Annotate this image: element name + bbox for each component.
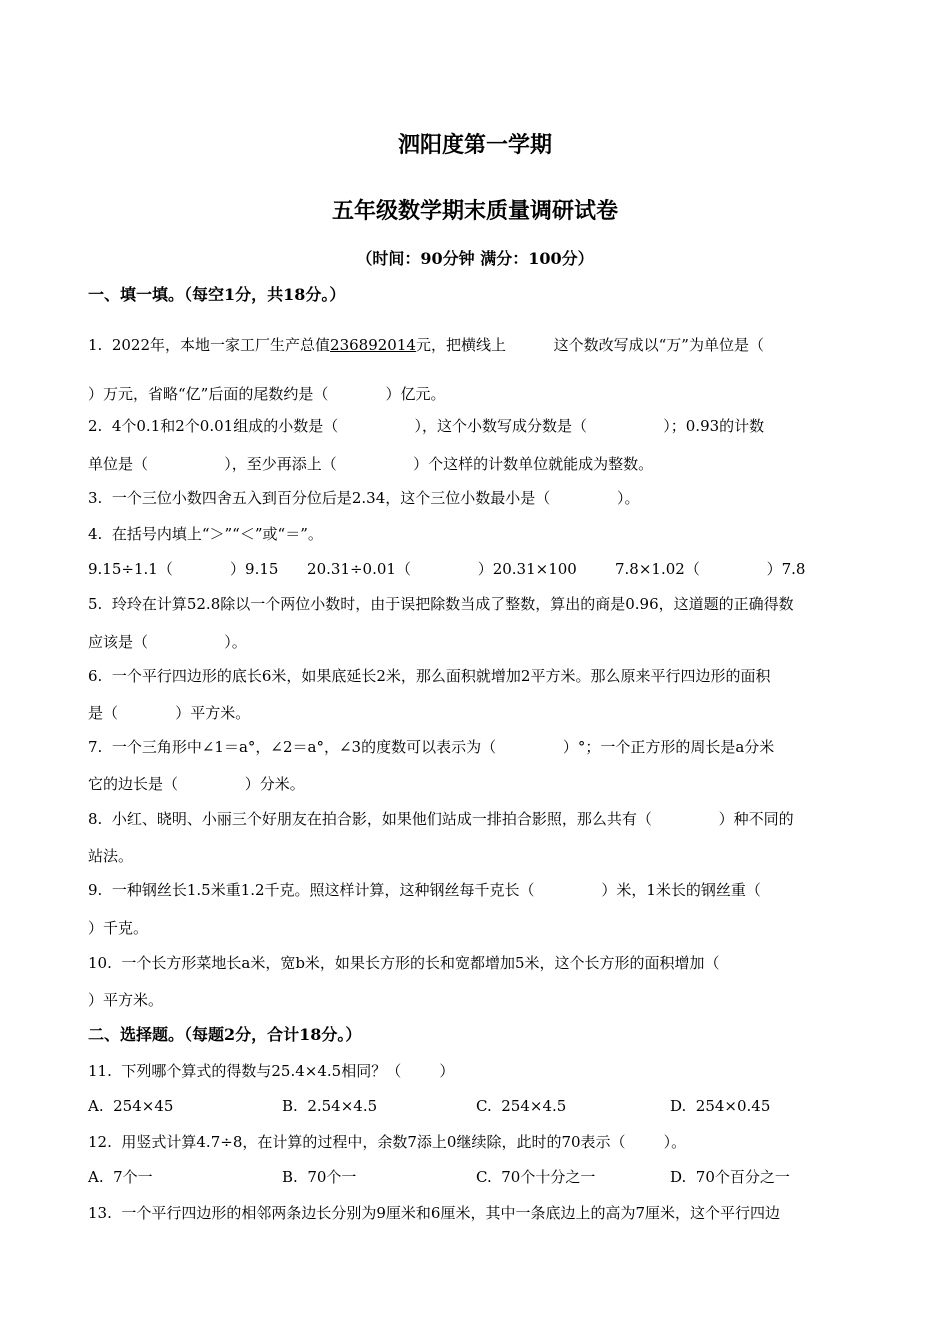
question-7-line-1: 7. 一个三角形中∠1＝a°，∠2＝a°，∠3的度数可以表示为（ ）°；一个正方形的周长是a分米: [88, 738, 775, 756]
question-12-option-d: D. 70个百分之一: [670, 1168, 790, 1186]
question-1-underlined-number: 236892014: [330, 336, 416, 354]
question-11-stem: 11. 下列哪个算式的得数与25.4×4.5相同？（ ）: [88, 1062, 455, 1080]
question-6-line-2: 是（ ）平方米。: [88, 704, 251, 722]
question-6-line-1: 6. 一个平行四边形的底长6米，如果底延长2米，那么面积就增加2平方米。那么原来平行四边形的面积: [88, 667, 771, 685]
question-8-line-2: 站法。: [88, 847, 134, 865]
exam-title-line2: 五年级数学期末质量调研试卷: [331, 198, 618, 224]
question-11-option-c: C. 254×4.5: [476, 1097, 567, 1115]
question-1-text-b: 元，把横线上 这个数改写成以“万”为单位是（: [415, 336, 764, 354]
exam-title-line1: 泗阳度第一学期: [397, 132, 552, 158]
question-1-line-1: [88, 335, 764, 355]
question-9-line-2: ）千克。: [88, 919, 149, 937]
question-9-line-1: 9. 一种钢丝长1.5米重1.2千克。照这样计算，这种钢丝每千克长（ ）米，1米长的钢丝重（: [88, 881, 761, 899]
question-12-option-b: B. 70个一: [282, 1168, 357, 1186]
question-7-line-2: 它的边长是（ ）分米。: [88, 775, 305, 793]
question-10-line-1: 10. 一个长方形菜地长a米，宽b米，如果长方形的长和宽都增加5米，这个长方形的面积增加（: [88, 954, 720, 972]
question-4-line-2: 9.15÷1.1（ ）9.15 20.31÷0.01（ ）20.31×100 7.8×1.02（ ）7.8: [88, 560, 806, 578]
question-5-line-2: 应该是（ ）。: [88, 633, 247, 651]
question-11-option-a: A. 254×45: [88, 1097, 174, 1115]
question-11-option-b: B. 2.54×4.5: [282, 1097, 378, 1115]
question-12-stem: 12. 用竖式计算4.7÷8，在计算的过程中，余数7添上0继续除，此时的70表示（ ）。: [88, 1133, 687, 1151]
question-10-line-2: ）平方米。: [88, 991, 164, 1009]
question-2-line-1: 2. 4个0.1和2个0.01组成的小数是（ ），这个小数写成分数是（ ）；0.93的计数: [88, 417, 765, 435]
question-1-line-2: ）万元，省略“亿”后面的尾数约是（ ）亿元。: [88, 385, 446, 403]
question-5-line-1: 5. 玲玲在计算52.8除以一个两位小数时，由于误把除数当成了整数，算出的商是0.96，这道题的正确得数: [88, 595, 794, 613]
question-12-option-a: A. 7个一: [88, 1168, 153, 1186]
exam-time-score: （时间：90分钟 满分：100分）: [356, 249, 594, 268]
question-3: 3. 一个三位小数四舍五入到百分位后是2.34，这个三位小数最小是（ ）。: [88, 489, 640, 507]
question-11-option-d: D. 254×0.45: [670, 1097, 771, 1115]
section-2-heading: 二、选择题。（每题2分，合计18分。）: [88, 1025, 362, 1044]
question-4-line-1: 4. 在括号内填上“＞”“＜”或“＝”。: [88, 525, 323, 543]
section-1-heading: 一、填一填。（每空1分，共18分。）: [88, 285, 346, 304]
question-13-stem: 13. 一个平行四边形的相邻两条边长分别为9厘米和6厘米，其中一条底边上的高为7厘米，这个平行四边: [88, 1204, 781, 1222]
question-12-option-c: C. 70个十分之一: [476, 1168, 596, 1186]
question-8-line-1: 8. 小红、晓明、小丽三个好朋友在拍合影，如果他们站成一排拍合影照，那么共有（ ）种不同的: [88, 810, 794, 828]
question-1-text-a: 1. 2022年，本地一家工厂生产总值: [88, 336, 331, 354]
question-2-line-2: 单位是（ ），至少再添上（ ）个这样的计数单位就能成为整数。: [88, 455, 654, 473]
